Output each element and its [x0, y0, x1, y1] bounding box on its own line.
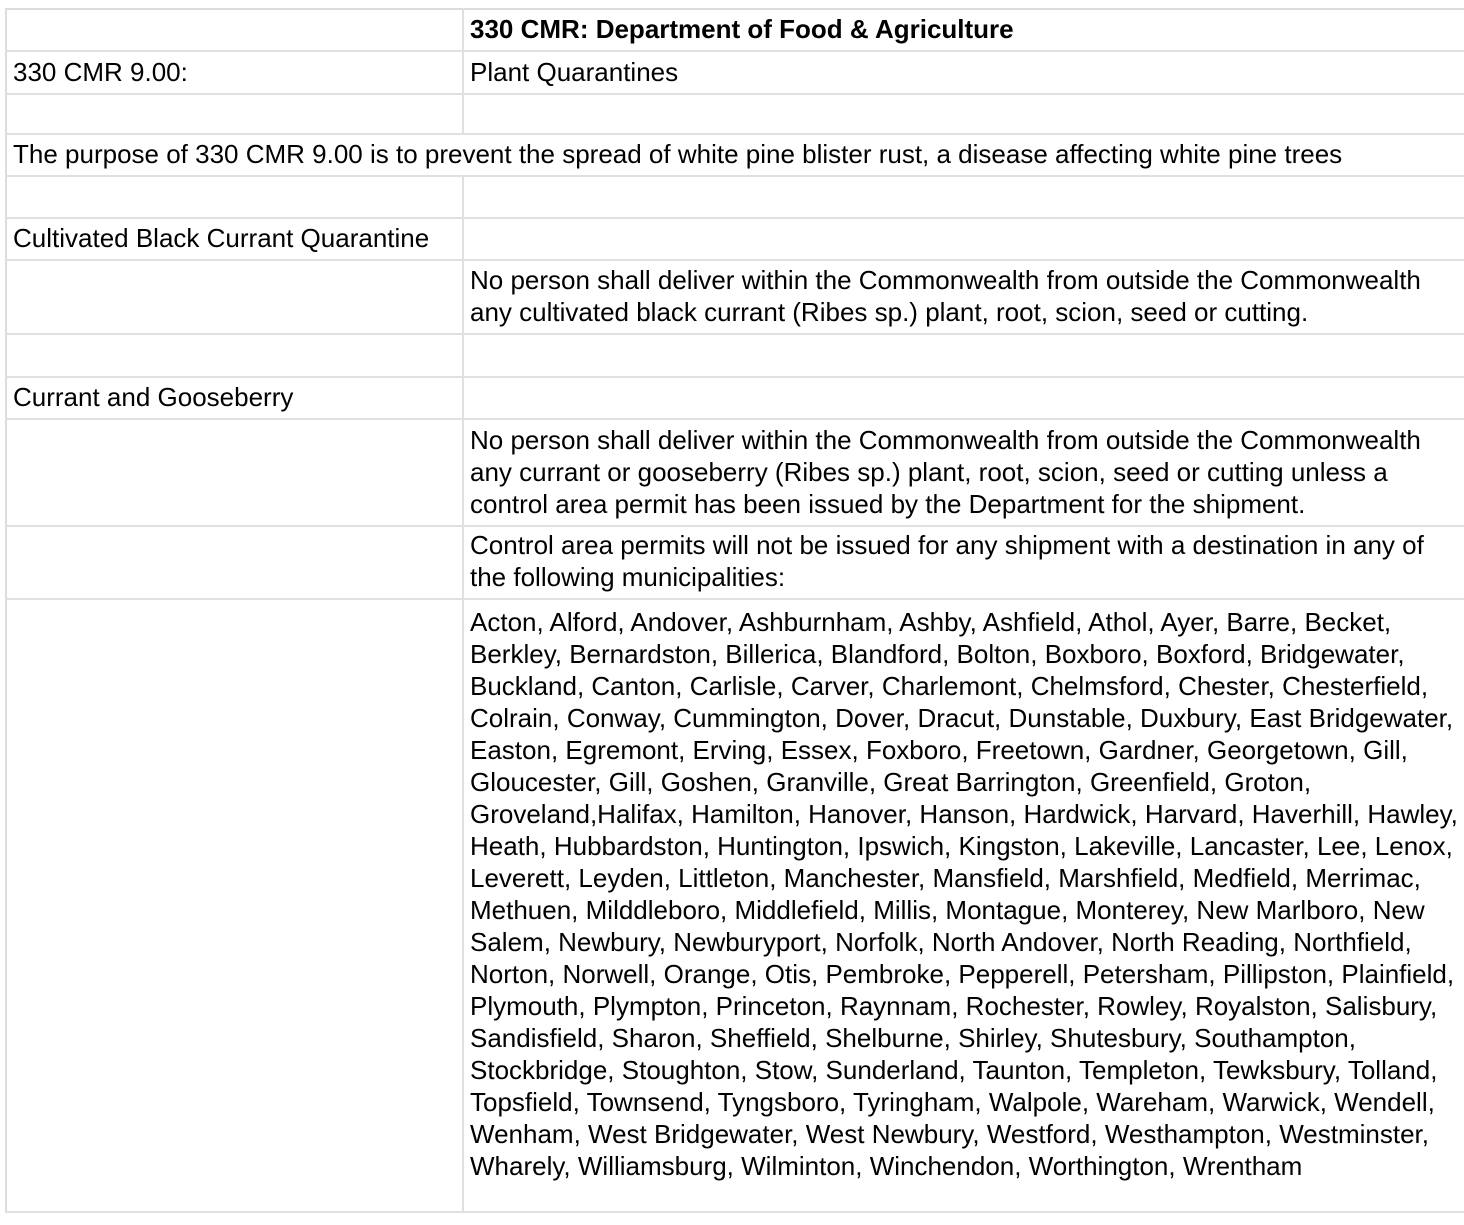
- empty-cell: [6, 9, 463, 51]
- empty-cell: [463, 334, 1464, 377]
- empty-cell: [6, 419, 463, 526]
- table-row: [6, 526, 1464, 599]
- table-row: [6, 334, 1464, 377]
- table-row: [6, 94, 1464, 134]
- section-title-currant-gooseberry-cell: Currant and Gooseberry: [6, 377, 463, 419]
- table-row: [6, 419, 1464, 526]
- regulation-title-cell: Plant Quarantines: [463, 51, 1464, 94]
- black-currant-rule-cell: No person shall deliver within the Commonwealth from outside the Commonwealth any cultivated black currant (Ribes sp.) plant, root, scion, seed or cutting.: [463, 260, 1464, 334]
- empty-cell: [6, 94, 463, 134]
- table-row: [6, 51, 1464, 94]
- empty-cell: [463, 218, 1464, 260]
- empty-cell: [6, 260, 463, 334]
- regulation-number-cell: 330 CMR 9.00:: [6, 51, 463, 94]
- table-row: [6, 176, 1464, 218]
- empty-cell: [6, 176, 463, 218]
- table-row: [6, 377, 1464, 419]
- table-row: [6, 218, 1464, 260]
- empty-cell: [6, 334, 463, 377]
- control-area-permit-note-cell: Control area permits will not be issued for any shipment with a destination in any of the following municipalities:: [463, 526, 1464, 599]
- section-title-black-currant-cell: Cultivated Black Currant Quarantine: [6, 218, 463, 260]
- table-row: [6, 599, 1464, 1212]
- empty-cell: [463, 377, 1464, 419]
- currant-gooseberry-rule-cell: No person shall deliver within the Commonwealth from outside the Commonwealth any currant or gooseberry (Ribes sp.) plant, root, scion, seed or cutting unless a control area permit has been issued by the Department for the shipment.: [463, 419, 1464, 526]
- department-title-cell: 330 CMR: Department of Food & Agriculture: [463, 9, 1464, 51]
- empty-cell: [6, 526, 463, 599]
- empty-cell: [6, 599, 463, 1212]
- table-row: [6, 260, 1464, 334]
- empty-cell: [463, 94, 1464, 134]
- table-row: [6, 134, 1464, 176]
- empty-cell: [463, 176, 1464, 218]
- regulation-table: [5, 8, 1464, 1213]
- municipality-list-cell: Acton, Alford, Andover, Ashburnham, Ashby, Ashfield, Athol, Ayer, Barre, Becket, Berkley, Bernardston, Billerica, Blandford, Bolton, Boxboro, Boxford, Bridgewater, Buckland, Canton, Carlisle, Carver, Charlemont, Chelmsford, Chester, Chesterfield, Colrain, Conway, Cummington, Dover, Dracut, Dunstable, Duxbury, East Bridgewater, Easton, Egremont, Erving, Essex, Foxboro, Freetown, Gardner, Georgetown, Gill, Gloucester, Gill, Goshen, Granville, Great Barrington, Greenfield, Groton, Groveland,Halifax, Hamilton, Hanover, Hanson, Hardwick, Harvard, Haverhill, Hawley, Heath, Hubbardston, Huntington, Ipswich, Kingston, Lakeville, Lancaster, Lee, Lenox, Leverett, Leyden, Littleton, Manchester, Mansfield, Marshfield, Medfield, Merrimac, Methuen, Milddleboro, Middlefield, Millis, Montague, Monterey, New Marlboro, New Salem, Newbury, Newburyport, Norfolk, North Andover, North Reading, Northfield, Norton, Norwell, Orange, Otis, Pembroke, Pepperell, Petersham, Pillipston, Plainfield, Plymouth, Plympton, Princeton, Raynnam, Rochester, Rowley, Royalston, Salisbury, Sandisfield, Sharon, Sheffield, Shelburne, Shirley, Shutesbury, Southampton, Stockbridge, Stoughton, Stow, Sunderland, Taunton, Templeton, Tewksbury, Tolland, Topsfield, Townsend, Tyngsboro, Tyringham, Walpole, Wareham, Warwick, Wendell, Wenham, West Bridgewater, West Newbury, Westford, Westhampton, Westminster, Wharely, Williamsburg, Wilminton, Winchendon, Worthington, Wrentham: [463, 599, 1464, 1212]
- purpose-statement-cell: The purpose of 330 CMR 9.00 is to prevent the spread of white pine blister rust, a disease affecting white pine trees: [6, 134, 1464, 176]
- table-row: [6, 9, 1464, 51]
